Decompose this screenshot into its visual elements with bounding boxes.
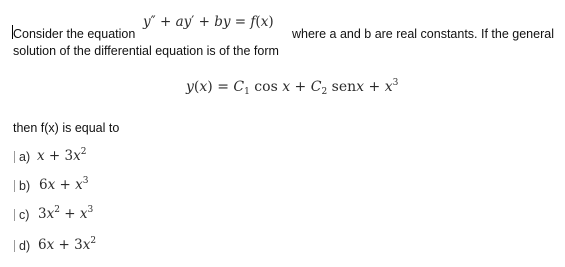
option-b-expression[interactable]: $6x + x^3$ [39,176,89,193]
option-a-marker [14,151,15,163]
option-c-label[interactable]: c) [19,208,30,222]
option-c-marker [14,209,15,221]
question-line-2: solution of the differential equation is of the form [13,44,279,58]
question-constants-text: where a and b are real constants. If the general [292,27,554,41]
option-c-expression[interactable]: $3x^2 + x^3$ [38,205,94,222]
option-d-expression[interactable]: $6x + 3x^2$ [38,236,97,253]
question-intro: Consider the equation [13,27,136,41]
general-solution: $y(x) = C_1$ $\cos x + C_2$ senx + $x^3$ [186,78,399,97]
option-a-label[interactable]: a) [19,150,31,164]
question-prompt: then f(x) is equal to [13,121,120,135]
option-d-marker [14,240,15,252]
differential-equation: y″ + ay′ + by = f(x) [143,14,274,30]
option-d-label[interactable]: d) [19,239,31,253]
option-a-expression[interactable]: $x + 3x^2$ [37,147,87,164]
option-b-marker [14,180,15,192]
option-b-label[interactable]: b) [19,179,31,193]
